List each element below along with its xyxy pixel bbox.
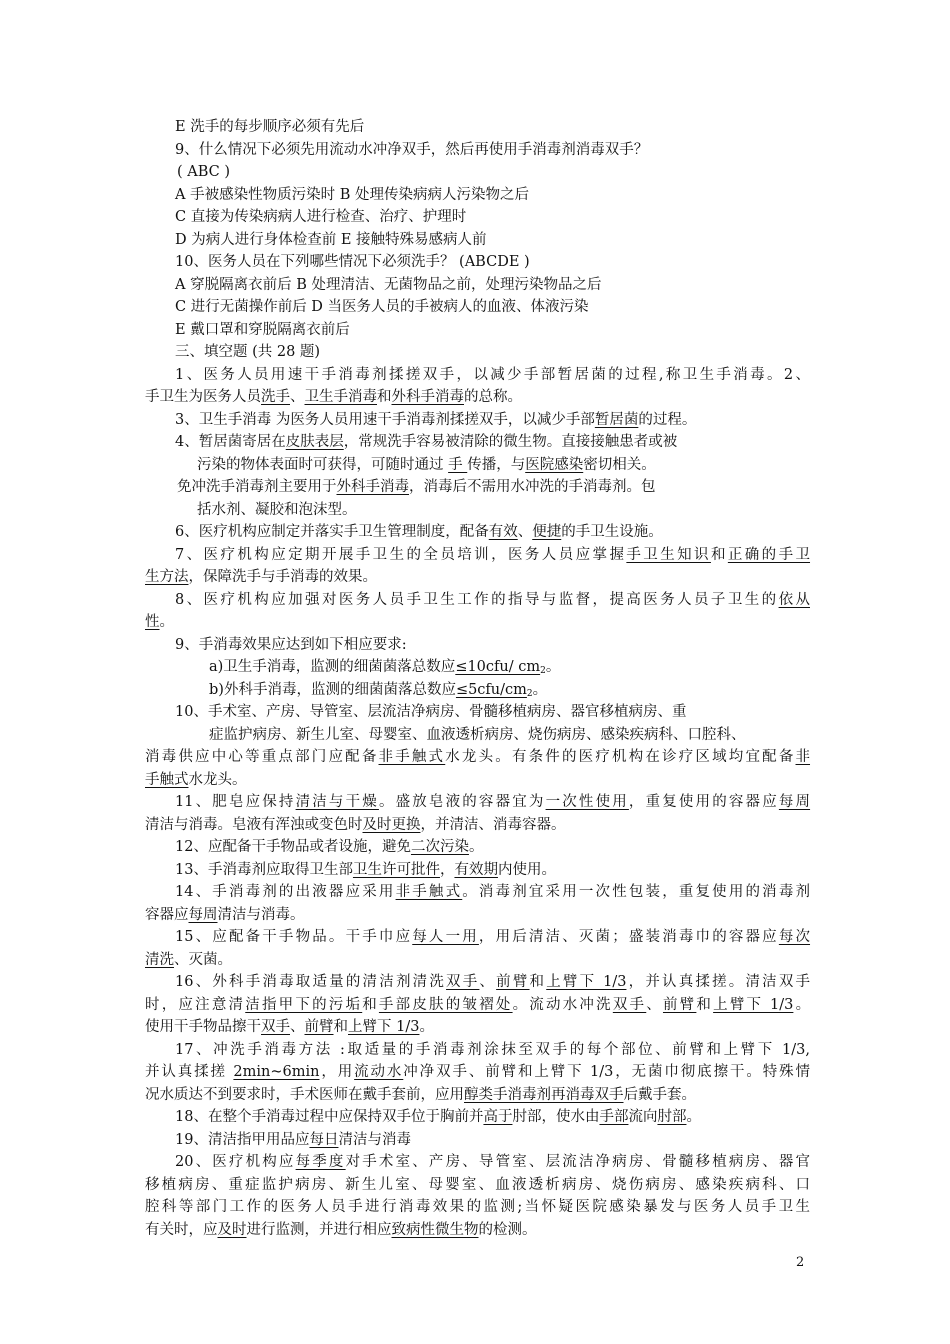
text-line <box>145 386 810 409</box>
text-segment: 移植病房、重症监护病房、新生儿室、母婴室、血液透析病房、烧伤病房、感染疾病科、口 <box>145 1176 810 1193</box>
text-line <box>145 341 810 364</box>
underlined-answer: 每次 <box>778 929 811 945</box>
text-line <box>145 949 810 972</box>
underlined-answer: 2min~6min <box>233 1064 320 1080</box>
text-segment: 括水剂、凝胶和泡沫型。 <box>197 501 357 518</box>
text-line <box>145 611 810 634</box>
text-line <box>145 656 810 679</box>
text-line <box>145 296 810 319</box>
text-segment: 10、医务人员在下列哪些情况下必须洗手？ (ABCDE ) <box>175 254 530 270</box>
text-segment: 和 <box>710 546 728 563</box>
underlined-answer: 清洁与干燥 <box>295 794 379 810</box>
text-segment: C 进行无菌操作前后 D 当医务人员的手被病人的血液、体液污染 <box>175 299 589 315</box>
text-segment: 7、医疗机构应定期开展手卫生的全员培训，医务人员应掌握 <box>175 546 627 563</box>
text-segment: ，消毒后不需用水冲洗的手消毒剂。包 <box>409 479 656 495</box>
text-line <box>145 431 810 454</box>
underlined-answer: 手卫生知识 <box>626 546 711 563</box>
underlined-answer: 流动水 <box>354 1064 404 1080</box>
text-segment: 和 <box>696 996 714 1013</box>
underlined-answer: 一次性使用 <box>545 794 629 810</box>
text-line <box>145 499 810 522</box>
text-segment: ， <box>439 861 455 878</box>
text-segment: A 手被感染性物质污染时 B 处理传染病病人污染物之后 <box>175 186 529 203</box>
text-segment: 和 <box>333 1019 348 1035</box>
text-segment: 肘部，使水由 <box>512 1109 600 1125</box>
text-line <box>145 139 810 162</box>
text-segment: A 穿脱隔离衣前后 B 处理清洁、无菌物品之前，处理污染物品之后 <box>175 276 602 293</box>
text-segment: E 戴口罩和穿脱隔离衣前后 <box>175 321 350 338</box>
text-line <box>145 116 810 139</box>
text-segment: 手卫生为医务人员 <box>145 389 261 405</box>
text-segment: 水龙头。 <box>188 771 247 788</box>
text-line <box>145 454 810 477</box>
text-segment: 内使用。 <box>497 861 556 878</box>
text-line <box>145 1016 810 1039</box>
underlined-answer: 医院感染 <box>525 456 584 473</box>
underlined-answer: ≤5cfu/cm <box>455 681 527 698</box>
text-segment: 、 <box>479 974 497 990</box>
text-segment: 污染的物体表面时可获得，可随时通过 <box>197 456 449 473</box>
text-segment: C 直接为传染病病人进行检查、治疗、护理时 <box>175 209 467 225</box>
underlined-answer: 及时更换 <box>362 816 421 833</box>
underlined-answer: 前臂 <box>496 974 530 990</box>
text-segment: 、 <box>290 389 305 405</box>
text-line <box>145 1061 810 1084</box>
text-line <box>145 971 810 994</box>
text-line <box>145 679 810 702</box>
text-line <box>145 724 810 747</box>
underlined-answer: 卫生手消毒 <box>304 389 377 405</box>
underlined-answer: 洗手 <box>261 389 290 405</box>
text-segment: 17、冲洗手消毒方法 :取适量的手消毒剂涂抹至双手的每个部位、前臂和上臂下 1/3, <box>175 1041 810 1058</box>
text-segment: 18、在整个手消毒过程中应保持双手位于胸前并 <box>175 1109 484 1125</box>
text-segment: 和 <box>529 974 547 990</box>
underlined-answer: 卫生许可批件 <box>352 861 440 878</box>
text-line <box>145 1039 810 1062</box>
text-segment: 20、医疗机构应 <box>175 1154 296 1170</box>
underlined-answer: 有效 <box>488 524 518 540</box>
text-segment: 。盛放皂液的容器宜为 <box>378 794 546 810</box>
text-line <box>145 859 810 882</box>
text-segment: 。消毒剂宜采用一次性包装，重复使用的消毒剂 <box>462 884 811 900</box>
text-segment: 症监护病房、新生儿室、母婴室、血液透析病房、烧伤病房、感染疾病科、口腔科、 <box>209 726 746 743</box>
underlined-answer: 上臂下 1/3 <box>713 996 794 1013</box>
text-segment: 水龙头。有条件的医疗机构在诊疗区域均宜配备 <box>445 749 796 765</box>
text-segment: 消毒供应中心等重点部门应配备 <box>145 749 379 765</box>
text-line <box>145 364 810 387</box>
text-segment: 19、清洁指甲用品应 <box>175 1131 310 1148</box>
underlined-answer: 洁指甲下的污垢 <box>245 996 363 1013</box>
text-line <box>145 1174 810 1197</box>
text-segment: 。 <box>686 1109 701 1125</box>
text-line <box>145 1129 810 1152</box>
text-segment: E 洗手的每步顺序必须有先后 <box>175 119 365 135</box>
text-segment: 清洁与消毒。皂液有浑浊或变色时 <box>145 816 363 833</box>
text-segment: ，用 <box>319 1064 355 1080</box>
underlined-answer: 每人一用 <box>412 929 479 945</box>
text-segment: 、灭菌。 <box>174 951 232 968</box>
underlined-answer: 双手 <box>446 974 480 990</box>
text-segment: 有关时，应 <box>145 1221 218 1238</box>
text-line <box>145 251 810 274</box>
text-line <box>145 476 810 499</box>
text-segment: 的检测。 <box>478 1221 537 1238</box>
text-segment: 使用干手物品擦干 <box>145 1019 261 1035</box>
underlined-answer: 外科手消毒 <box>391 389 464 405</box>
underlined-answer: 二次污染 <box>410 839 469 855</box>
text-segment: 。 <box>159 614 174 630</box>
text-segment: 16、外科手消毒取适量的清洁剂清洗 <box>175 974 447 990</box>
underlined-answer: 暂居菌 <box>594 411 639 428</box>
text-line <box>145 701 810 724</box>
underlined-answer: 肘部 <box>657 1109 687 1125</box>
text-segment: b)外科手消毒，监测的细菌菌落总数应 <box>209 681 456 698</box>
text-line <box>145 521 810 544</box>
text-segment: 。 <box>532 681 548 698</box>
underlined-answer: 每周 <box>188 906 218 923</box>
text-segment: 10、手术室、产房、导管室、层流洁净病房、骨髓移植病房、器官移植病房、重 <box>175 704 687 720</box>
text-segment: 传播，与 <box>467 456 526 473</box>
text-line <box>145 274 810 297</box>
text-line <box>145 1151 810 1174</box>
text-segment: 9、什么情况下必须先用流动水冲净双手，然后再使用手消毒剂消毒双手？ <box>175 141 649 158</box>
underlined-answer: 前臂 <box>662 996 697 1013</box>
text-segment: 8、医疗机构应加强对医务人员手卫生工作的指导与监督，提高医务人员子卫生的 <box>175 591 779 608</box>
text-line <box>145 836 810 859</box>
underlined-answer: 非 <box>795 749 811 765</box>
text-segment: 清洁与消毒。 <box>217 906 305 923</box>
underlined-answer: 手部皮肤的皱褶处 <box>378 996 513 1013</box>
underlined-answer: 清洗 <box>145 951 174 968</box>
text-line <box>145 229 810 252</box>
text-segment: 。 <box>468 839 484 855</box>
text-line <box>145 544 810 567</box>
text-line <box>145 1196 810 1219</box>
text-line <box>145 634 810 657</box>
underlined-answer: 每季度 <box>295 1154 346 1170</box>
underlined-answer: 性 <box>145 614 160 630</box>
text-segment: ，并清洁、消毒容器。 <box>420 816 566 833</box>
underlined-answer: 每日 <box>309 1131 339 1148</box>
text-segment: 清洁与消毒 <box>338 1131 411 1148</box>
underlined-answer: 有效期 <box>454 861 498 878</box>
text-line <box>145 1106 810 1129</box>
text-segment: 的总称。 <box>464 389 522 405</box>
text-segment: 和 <box>377 389 392 405</box>
text-segment: 14、手消毒剂的出液器应采用 <box>175 884 396 900</box>
text-segment: 3、卫生手消毒 为医务人员用速干手消毒剂揉搓双手，以减少手部 <box>175 411 595 428</box>
text-segment: 13、手消毒剂应取得卫生部 <box>175 861 353 878</box>
document-body <box>145 116 810 1241</box>
text-line <box>145 409 810 432</box>
text-line <box>145 566 810 589</box>
text-line <box>145 206 810 229</box>
text-segment: 4、暂居菌寄居在 <box>175 434 286 450</box>
underlined-answer: 非手触式 <box>395 884 463 900</box>
text-segment: 。 <box>793 996 811 1013</box>
text-segment: 1、医务人员用速干手消毒剂揉搓双手，以减少手部暂居菌的过程,称卫生手消毒。2、 <box>175 366 810 383</box>
underlined-answer: 双手 <box>261 1019 290 1035</box>
underlined-answer: 手部 <box>599 1109 629 1125</box>
text-segment: 12、应配备干手物品或者设施，避免 <box>175 839 411 855</box>
text-segment: 冲净双手、前臂和上臂下 1/3，无菌巾彻底擦干。特殊情 <box>403 1064 810 1080</box>
underlined-answer: 皮肤表层 <box>285 434 344 450</box>
text-segment: 15、应配备干手物品。干手巾应 <box>175 929 413 945</box>
text-segment: 腔科等部门工作的医务人员手进行消毒效果的监测;当怀疑医院感染暴发与医务人员手卫生 <box>145 1199 810 1215</box>
underlined-answer: 前臂 <box>304 1019 334 1035</box>
text-segment: 免冲洗手消毒剂主要用于 <box>177 479 337 495</box>
underlined-answer: 上臂下 1/3 <box>348 1019 420 1035</box>
underlined-answer: 外科手消毒 <box>336 479 409 495</box>
page-number: 2 <box>796 1255 805 1270</box>
underlined-answer: 醇类手消毒剂再消毒双手 <box>464 1086 624 1103</box>
text-segment: 。 <box>419 1019 434 1035</box>
text-segment: 时，应注意清 <box>145 996 246 1013</box>
text-segment: 况水质达不到要求时，手术医师在戴手套前，应用 <box>145 1086 464 1103</box>
text-line <box>145 161 810 184</box>
text-segment: a)卫生手消毒，监测的细菌菌落总数应 <box>209 659 456 675</box>
text-segment: 流向 <box>628 1109 658 1125</box>
text-segment: 进行监测，并进行相应 <box>246 1221 392 1238</box>
text-segment: 2 <box>540 666 546 676</box>
underlined-answer: 双手 <box>612 996 647 1013</box>
underlined-answer: 生方法 <box>145 569 189 585</box>
text-line <box>145 791 810 814</box>
text-line <box>145 184 810 207</box>
text-segment: 。流动水冲洗 <box>512 996 613 1013</box>
text-segment: 的手卫生设施。 <box>561 524 663 540</box>
text-segment: ( ABC ) <box>177 164 231 180</box>
underlined-answer: 手触式 <box>145 771 189 788</box>
text-line <box>145 769 810 792</box>
text-line <box>145 926 810 949</box>
text-segment: 11、肥皂应保持 <box>175 794 296 810</box>
text-segment: 和 <box>362 996 379 1013</box>
text-segment: 、 <box>646 996 663 1013</box>
text-segment: 并认真揉搓 <box>145 1064 234 1080</box>
text-line <box>145 814 810 837</box>
text-line <box>145 1219 810 1242</box>
text-segment: ，并认真揉搓。清洁双手 <box>626 974 811 990</box>
text-line <box>145 319 810 342</box>
underlined-answer: 手 <box>448 456 468 473</box>
text-segment: 、 <box>290 1019 305 1035</box>
text-segment: ，常规洗手容易被清除的微生物。直接接触患者或被 <box>343 434 678 450</box>
text-segment: 的过程。 <box>638 411 697 428</box>
underlined-answer: 正确的手卫 <box>727 546 811 563</box>
text-segment: 密切相关。 <box>583 456 656 473</box>
text-segment: ，保障洗手与手消毒的效果。 <box>188 569 377 585</box>
text-segment: 对手术室、产房、导管室、层流洁净病房、骨髓移植病房、器官 <box>345 1154 811 1170</box>
text-line <box>145 1084 810 1107</box>
underlined-answer: 上臂下 1/3 <box>546 974 627 990</box>
text-line <box>145 589 810 612</box>
text-segment: 三、填空题 (共 28 题) <box>175 344 321 360</box>
text-segment: 容器应 <box>145 906 189 923</box>
text-segment: 、 <box>517 524 533 540</box>
underlined-answer: 便捷 <box>532 524 562 540</box>
text-segment: 2 <box>526 688 533 699</box>
underlined-answer: 依从 <box>778 591 810 608</box>
text-line <box>145 881 810 904</box>
text-segment: ，重复使用的容器应 <box>628 794 779 810</box>
text-segment: 6、医疗机构应制定并落实手卫生管理制度，配备 <box>175 524 489 540</box>
text-line <box>145 904 810 927</box>
underlined-answer: ≤10cfu/ cm <box>455 659 541 675</box>
underlined-answer: 每周 <box>778 794 811 810</box>
underlined-answer: 及时 <box>217 1221 247 1238</box>
underlined-answer: 致病性微生物 <box>391 1221 479 1238</box>
text-line <box>145 746 810 769</box>
underlined-answer: 高于 <box>483 1109 513 1125</box>
underlined-answer: 非手触式 <box>378 749 446 765</box>
text-segment: ，用后清洁、灭菌；盛装消毒巾的容器应 <box>478 929 779 945</box>
text-segment: 9、手消毒效果应达到如下相应要求: <box>175 636 407 653</box>
text-segment: D 为病人进行身体检查前 E 接触特殊易感病人前 <box>175 231 487 248</box>
text-line <box>145 994 810 1017</box>
text-segment: 后戴手套。 <box>623 1086 696 1103</box>
text-segment: 。 <box>545 659 561 675</box>
